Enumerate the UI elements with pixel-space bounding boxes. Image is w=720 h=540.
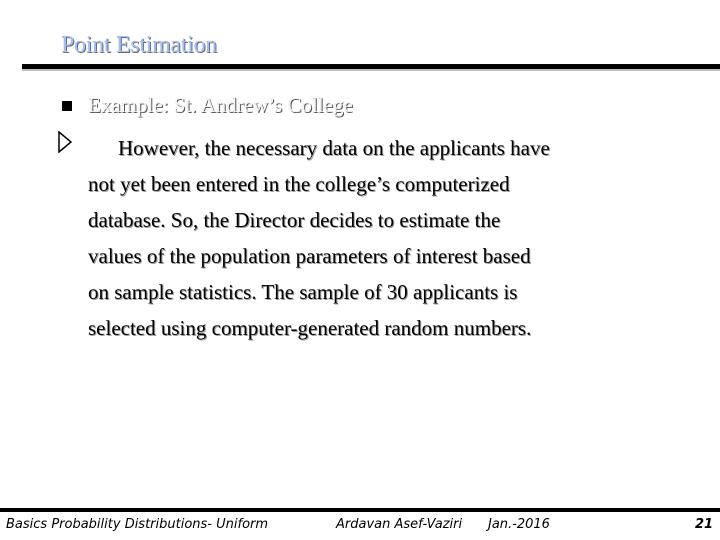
footer-author: Ardavan Asef-Vaziri — [336, 517, 463, 532]
square-bullet-icon — [62, 101, 72, 111]
triangle-arrow-icon — [58, 131, 72, 153]
footer-rule — [0, 508, 720, 512]
footer-date: Jan.-2016 — [488, 517, 550, 532]
page-number: 21 — [695, 517, 714, 532]
body-line: database. So, the Director decides to estimate the — [88, 208, 501, 232]
body-paragraph — [88, 130, 648, 346]
title-underline-shadow — [22, 69, 720, 71]
body-line: values of the population parameters of interest based — [88, 244, 531, 268]
body-line: on sample statistics. The sample of 30 applicants is — [88, 280, 518, 304]
slide-title: Point Estimation — [61, 32, 217, 58]
body-line: However, the necessary data on the applicants have — [118, 136, 550, 160]
bullet-heading: Example: St. Andrew’s College — [88, 93, 353, 117]
body-line: selected using computer-generated random numbers. — [88, 316, 532, 340]
body-line: not yet been entered in the college’s computerized — [88, 172, 510, 196]
footer-course: Basics Probability Distributions- Uniform — [6, 517, 269, 532]
